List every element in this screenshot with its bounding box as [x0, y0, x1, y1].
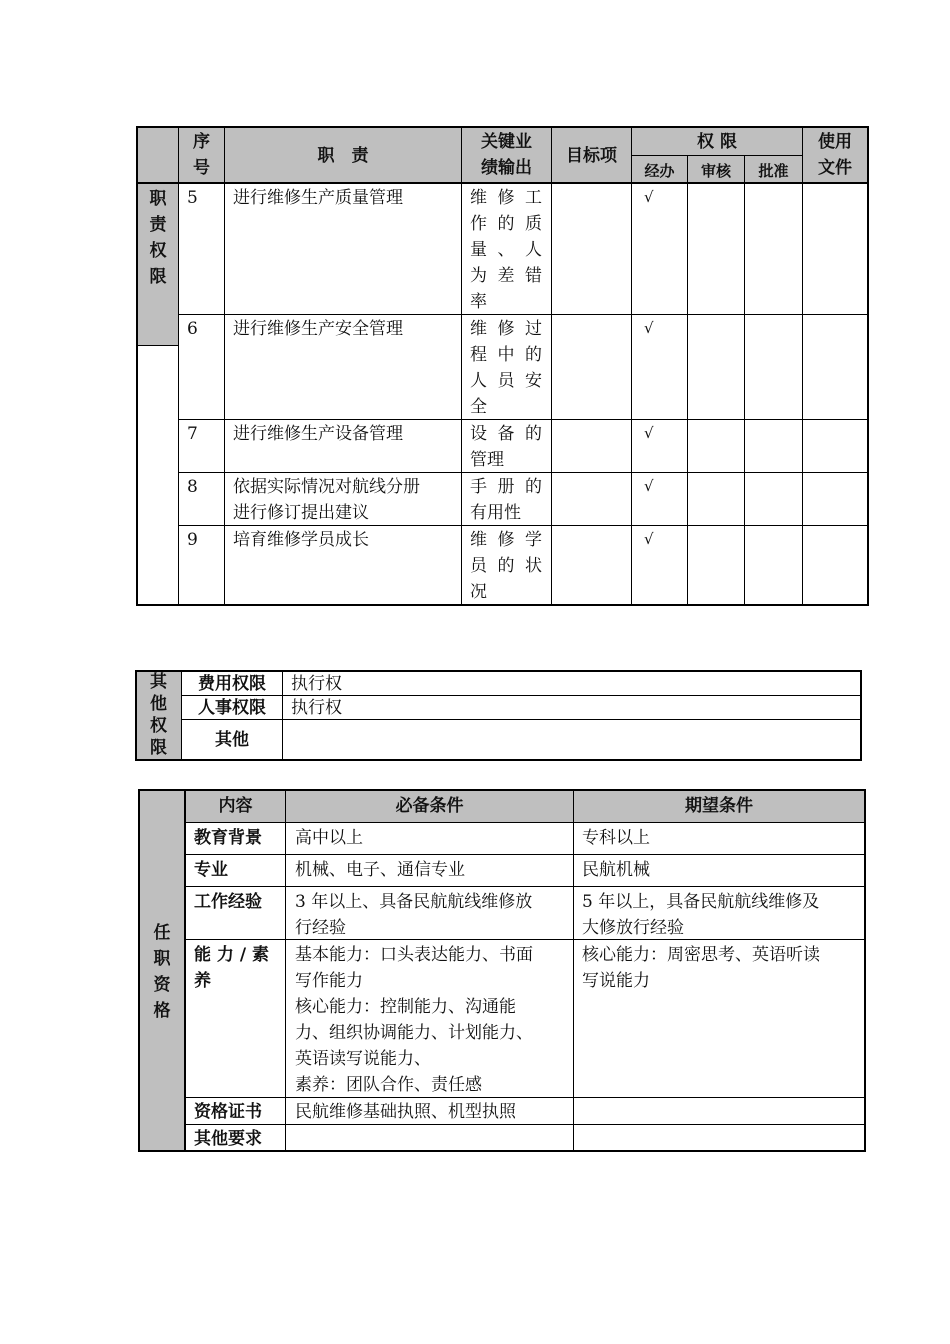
qual-label-experience: 工作经验: [194, 892, 262, 912]
header-auth-handle: 经办: [644, 162, 675, 180]
qual-required-major: 机械、电子、通信专业: [295, 860, 465, 880]
qual-expected-major: 民航机械: [582, 860, 650, 880]
header-kpi: 关键业 绩输出: [481, 132, 532, 178]
header-auth-review: 审核: [700, 162, 731, 180]
row-kpi: 维 修 工 作 的 质 量 、 人 为 差 错 率: [470, 188, 542, 312]
row-duty: 进行维修生产设备管理: [233, 424, 403, 444]
other-section-label: 其 他 权 限: [150, 672, 167, 758]
qual-required-certificate: 民航维修基础执照、机型执照: [295, 1102, 516, 1122]
qual-label-major: 专业: [194, 860, 228, 880]
check-mark: √: [644, 530, 654, 548]
header-target: 目标项: [566, 146, 617, 166]
row-kpi: 维 修 学 员 的 状 况: [470, 530, 542, 602]
header-seq: 序 号: [193, 132, 210, 178]
other-value-personnel: 执行权: [291, 698, 342, 718]
check-mark: √: [644, 188, 654, 206]
check-mark: √: [644, 319, 654, 337]
header-duty: 职 责: [317, 146, 369, 166]
other-label-personnel: 人事权限: [198, 698, 266, 718]
qual-required-ability: 基本能力：口头表达能力、书面 写作能力 核心能力：控制能力、沟通能 力、组织协调能力、计划能力、 英语读写说能力、 素养：团队合作、责任感: [295, 945, 533, 1095]
qual-header-expected: 期望条件: [685, 796, 753, 816]
duties-section-label: 职 责 权 限: [149, 189, 167, 287]
qual-label-education: 教育背景: [194, 828, 262, 848]
row-seq: 6: [187, 319, 198, 339]
qual-expected-education: 专科以上: [582, 828, 650, 848]
check-mark: √: [644, 424, 654, 442]
qual-section-label: 任 职 资 格: [153, 923, 171, 1021]
qual-required-experience: 3 年以上、具备民航航线维修放 行经验: [295, 892, 533, 938]
row-kpi: 维 修 过 程 中 的 人 员 安 全: [470, 319, 542, 417]
row-seq: 5: [187, 188, 198, 208]
other-label-other: 其他: [215, 730, 249, 750]
row-kpi: 手 册 的 有用性: [470, 477, 542, 523]
row-seq: 7: [187, 424, 198, 444]
header-auth-approve: 批准: [758, 162, 789, 180]
other-value-cost: 执行权: [291, 674, 342, 694]
row-seq: 8: [187, 477, 198, 497]
other-label-cost: 费用权限: [198, 674, 266, 694]
row-seq: 9: [187, 530, 198, 550]
qual-required-education: 高中以上: [295, 828, 363, 848]
row-duty: 培育维修学员成长: [233, 530, 369, 550]
qual-label-ability: 能 力 / 素 养: [194, 945, 269, 991]
header-authority: 权 限: [697, 132, 737, 152]
row-duty: 依据实际情况对航线分册 进行修订提出建议: [233, 477, 420, 523]
qual-label-certificate: 资格证书: [194, 1102, 262, 1122]
check-mark: √: [644, 477, 654, 495]
row-kpi: 设 备 的 管理: [470, 424, 542, 470]
row-duty: 进行维修生产质量管理: [233, 188, 403, 208]
qual-expected-ability: 核心能力：周密思考、英语听读 写说能力: [582, 945, 820, 991]
qual-expected-experience: 5 年以上，具备民航航线维修及 大修放行经验: [582, 892, 820, 938]
row-duty: 进行维修生产安全管理: [233, 319, 403, 339]
qual-header-content: 内容: [218, 796, 253, 816]
header-docs: 使用 文件: [818, 132, 852, 178]
qual-label-other: 其他要求: [194, 1129, 262, 1149]
qual-header-required: 必备条件: [395, 796, 464, 816]
